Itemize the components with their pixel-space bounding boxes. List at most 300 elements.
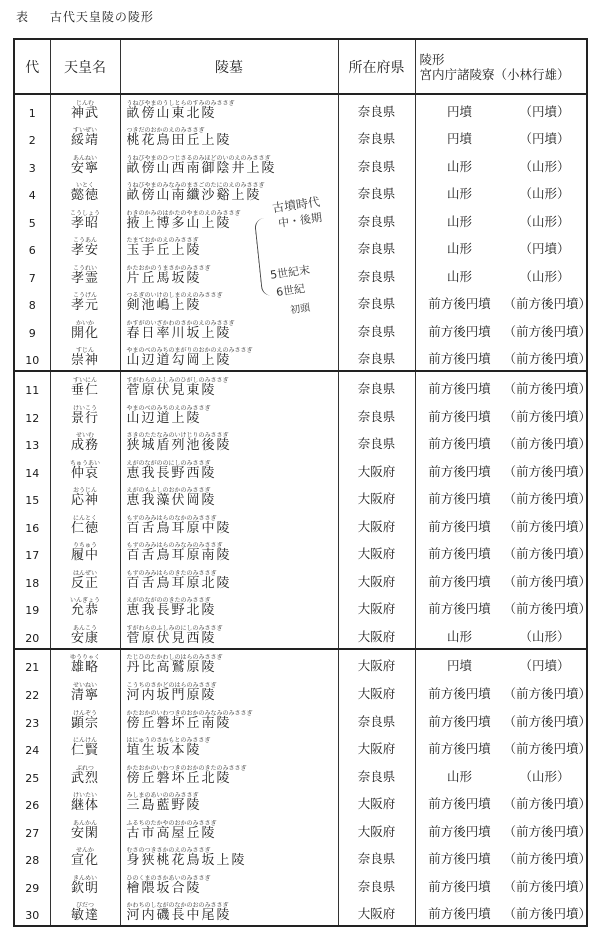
prefecture: 奈良県 <box>338 870 415 898</box>
emperor-number: 15 <box>14 483 50 511</box>
emperor-name-ruby: せいねい <box>72 682 97 690</box>
tomb-cell <box>120 510 338 538</box>
tomb-name: 山辺道上陵 <box>126 410 202 426</box>
shape-kobayashi: （山形） <box>519 158 570 174</box>
emperor-number: 28 <box>14 843 50 871</box>
emperor-number: 6 <box>14 233 50 261</box>
tomb-ruby: もずのみみはらのきたのみささぎ <box>126 569 217 577</box>
shape-imperial: 前方後円墳 <box>428 823 491 839</box>
shape-cell <box>415 343 592 372</box>
tomb-ruby: かすがのいざかわのさかのえのみささぎ <box>126 319 235 327</box>
emperor-number: 30 <box>14 898 50 927</box>
emperor-name-ruby: すじん <box>75 347 94 355</box>
shape-imperial: 前方後円墳 <box>428 351 491 367</box>
emperor-name-ruby: けいたい <box>72 792 97 800</box>
table-row <box>14 288 587 316</box>
tomb-ruby: もずのみみはらのなかのみささぎ <box>126 514 217 522</box>
emperor-number: 13 <box>14 428 50 456</box>
table-row <box>14 260 587 288</box>
shape-imperial: 前方後円墳 <box>428 296 491 312</box>
emperor-name-cell <box>50 260 120 288</box>
emperor-name: 継体 <box>70 798 99 814</box>
emperor-name-ruby: じんむ <box>75 99 94 107</box>
tomb-cell <box>120 843 338 871</box>
emperor-name-ruby: いとく <box>75 182 94 190</box>
shape-cell <box>415 620 587 649</box>
tomb-name: 恵我藻伏岡陵 <box>126 493 217 509</box>
emperor-number: 5 <box>14 205 50 233</box>
emperor-name-cell <box>50 288 120 316</box>
table-body <box>14 94 592 926</box>
table-row <box>14 455 587 483</box>
emperor-name-ruby: ぶれつ <box>76 764 94 772</box>
shape-imperial: 前方後円墳 <box>428 851 491 867</box>
tomb-cell <box>120 483 338 511</box>
emperor-name: 崇神 <box>70 353 99 369</box>
header-row <box>14 39 587 94</box>
shape-cell <box>415 483 592 511</box>
emperor-number: 26 <box>14 788 50 816</box>
header-prefecture: 所在府県 <box>338 39 415 94</box>
tomb-name: 片丘馬坂陵 <box>126 270 202 286</box>
shape-imperial: 前方後円墳 <box>428 796 491 812</box>
emperor-name: 綏靖 <box>70 133 99 149</box>
prefecture: 奈良県 <box>338 205 415 233</box>
handwritten-note: 中・後期 <box>277 210 323 230</box>
emperor-number: 23 <box>14 705 50 733</box>
table-row <box>14 870 587 898</box>
tomb-cell <box>120 428 338 456</box>
shape-kobayashi: （前方後円墳） <box>503 741 592 757</box>
shape-kobayashi: （前方後円墳） <box>503 713 592 729</box>
shape-cell <box>415 428 592 456</box>
emperor-name-cell <box>50 677 120 705</box>
emperor-name-ruby: おうじん <box>72 487 97 495</box>
shape-cell <box>415 510 592 538</box>
table-row <box>14 315 587 343</box>
tomb-cell <box>120 649 338 678</box>
emperor-name-cell <box>50 870 120 898</box>
prefecture: 大阪府 <box>338 677 415 705</box>
emperor-name: 清寧 <box>70 688 99 704</box>
shape-kobayashi: （前方後円墳） <box>503 351 592 367</box>
emperor-name-ruby: りちゅう <box>72 542 97 550</box>
tomb-cell <box>120 371 338 400</box>
tomb-name: 百舌鳥耳原南陵 <box>126 548 232 564</box>
shape-imperial: 前方後円墳 <box>428 381 491 397</box>
emperor-name: 仲哀 <box>70 465 99 481</box>
emperor-name-ruby: あんねい <box>72 154 97 162</box>
shape-cell <box>415 649 587 678</box>
emperor-name-cell <box>50 483 120 511</box>
shape-imperial: 山形 <box>446 186 472 202</box>
emperor-name-ruby: せいむ <box>75 432 94 440</box>
emperor-number: 29 <box>14 870 50 898</box>
shape-cell <box>415 150 587 178</box>
shape-cell <box>415 733 592 761</box>
emperor-name-cell <box>50 538 120 566</box>
emperor-name-ruby: あんこう <box>72 624 97 632</box>
prefecture: 大阪府 <box>338 620 415 649</box>
prefecture: 奈良県 <box>338 94 415 123</box>
emperor-name-ruby: にんけん <box>72 737 97 745</box>
emperor-name-cell <box>50 343 120 372</box>
tomb-cell <box>120 760 338 788</box>
emperor-name: 孝安 <box>70 243 99 259</box>
shape-imperial: 前方後円墳 <box>428 546 491 562</box>
emperor-name: 反正 <box>70 575 99 591</box>
shape-imperial: 円墳 <box>446 131 472 147</box>
shape-kobayashi: （前方後円墳） <box>503 296 592 312</box>
shape-imperial: 山形 <box>446 628 472 644</box>
emperor-name-ruby: こうあん <box>72 237 97 245</box>
header-no: 代 <box>14 39 50 94</box>
emperor-number: 2 <box>14 123 50 151</box>
shape-cell <box>415 898 592 927</box>
emperor-name: 開化 <box>70 325 99 341</box>
prefecture: 大阪府 <box>338 815 415 843</box>
table-row <box>14 538 587 566</box>
emperor-name: 懿徳 <box>70 188 99 204</box>
shape-cell <box>415 123 587 151</box>
emperor-name: 成務 <box>70 438 99 454</box>
shape-kobayashi: （前方後円墳） <box>503 823 592 839</box>
tomb-cell <box>120 150 338 178</box>
emperor-number: 9 <box>14 315 50 343</box>
tomb-ruby: えがのながののきたのみささぎ <box>126 597 211 605</box>
tomb-ruby: かわちのしながのなかのおのみささぎ <box>126 902 229 910</box>
shape-imperial: 前方後円墳 <box>428 601 491 617</box>
emperor-name: 敏達 <box>70 908 99 924</box>
shape-imperial: 山形 <box>446 768 472 784</box>
tomb-ruby: ひのくまのさかあいのみささぎ <box>126 874 211 882</box>
tomb-ruby: かたおかのいわつきのおかのきたのみささぎ <box>126 764 247 772</box>
prefecture: 大阪府 <box>338 788 415 816</box>
emperor-name-ruby: けんぞう <box>72 709 97 717</box>
tomb-name: 身狭桃花鳥坂上陵 <box>126 853 247 869</box>
emperor-name-cell <box>50 593 120 621</box>
emperor-number: 4 <box>14 178 50 206</box>
table-row <box>14 705 587 733</box>
tomb-name: 河内磯長中尾陵 <box>126 908 232 924</box>
shape-kobayashi: （円墳） <box>519 241 570 257</box>
emperor-number: 19 <box>14 593 50 621</box>
emperor-name: 顕宗 <box>70 715 99 731</box>
shape-imperial: 前方後円墳 <box>428 518 491 534</box>
tomb-name: 剣池嶋上陵 <box>126 298 202 314</box>
tomb-ruby: えがのながののにしのみささぎ <box>126 459 211 467</box>
header-tomb: 陵墓 <box>120 39 338 94</box>
table-row <box>14 788 587 816</box>
shape-imperial: 山形 <box>446 241 472 257</box>
header-shape-line1: 陵形 <box>419 51 445 67</box>
tomb-cell <box>120 288 338 316</box>
prefecture: 奈良県 <box>338 843 415 871</box>
shape-imperial: 前方後円墳 <box>428 408 491 424</box>
shape-kobayashi: （前方後円墳） <box>503 436 592 452</box>
tomb-cell <box>120 705 338 733</box>
shape-imperial: 山形 <box>446 268 472 284</box>
shape-kobayashi: （前方後円墳） <box>503 381 592 397</box>
prefecture: 大阪府 <box>338 898 415 927</box>
tomb-ruby: すがわらのふしみのにしのみささぎ <box>126 624 223 632</box>
tomb-ruby: えがのもふしのおかのみささぎ <box>126 487 211 495</box>
emperor-name-cell <box>50 705 120 733</box>
tomb-name: 埴生坂本陵 <box>126 743 202 759</box>
table-row <box>14 483 587 511</box>
tomb-cell <box>120 315 338 343</box>
emperor-name-ruby: せんか <box>75 847 94 855</box>
shape-cell <box>415 260 587 288</box>
prefecture: 奈良県 <box>338 150 415 178</box>
emperor-name-cell <box>50 565 120 593</box>
tomb-name: 菅原伏見西陵 <box>126 630 217 646</box>
emperor-name-ruby: あんかん <box>72 819 97 827</box>
shape-kobayashi: （山形） <box>519 213 570 229</box>
emperor-name: 景行 <box>70 410 99 426</box>
emperor-name-cell <box>50 898 120 927</box>
tomb-name: 傍丘磐坏丘北陵 <box>126 770 232 786</box>
table-row <box>14 649 587 678</box>
tomb-cell <box>120 400 338 428</box>
shape-cell <box>415 94 587 123</box>
shape-kobayashi: （前方後円墳） <box>503 518 592 534</box>
emperor-name-cell <box>50 178 120 206</box>
shape-imperial: 前方後円墳 <box>428 906 491 922</box>
emperor-name-ruby: すいにん <box>72 377 97 385</box>
prefecture: 大阪府 <box>338 565 415 593</box>
tomb-cell <box>120 455 338 483</box>
emperor-name-cell <box>50 733 120 761</box>
table-row <box>14 205 587 233</box>
emperor-name-ruby: けいこう <box>72 404 97 412</box>
tomb-name: 畝傍山南纖沙谿上陵 <box>126 188 262 204</box>
tomb-name: 玉手丘上陵 <box>126 243 202 259</box>
shape-kobayashi: （円墳） <box>519 658 570 674</box>
tomb-ruby: うねびやまのみなみのまさごのたにのえのみささぎ <box>126 182 265 190</box>
emperor-name-cell <box>50 205 120 233</box>
prefecture: 大阪府 <box>338 593 415 621</box>
shape-kobayashi: （前方後円墳） <box>503 796 592 812</box>
shape-imperial: 山形 <box>446 158 472 174</box>
emperor-name: 孝霊 <box>70 270 99 286</box>
handwritten-note: 古墳時代 <box>271 194 321 216</box>
emperor-name: 武烈 <box>70 770 99 786</box>
shape-imperial: 円墳 <box>446 103 472 119</box>
handwritten-note: 6世紀 <box>275 282 306 299</box>
shape-imperial: 前方後円墳 <box>428 491 491 507</box>
emperor-name: 雄略 <box>70 660 99 676</box>
prefecture: 大阪府 <box>338 510 415 538</box>
emperor-number: 24 <box>14 733 50 761</box>
tomb-name: 狭城盾列池後陵 <box>126 438 232 454</box>
table-row <box>14 178 587 206</box>
tomb-name: 三島藍野陵 <box>126 798 202 814</box>
emperor-name-cell <box>50 94 120 123</box>
shape-imperial: 前方後円墳 <box>428 878 491 894</box>
emperor-name: 允恭 <box>70 603 99 619</box>
table-row <box>14 843 587 871</box>
emperor-name: 神武 <box>70 105 99 121</box>
tomb-name: 菅原伏見東陵 <box>126 383 217 399</box>
tomb-name: 恵我長野西陵 <box>126 465 217 481</box>
table-row <box>14 371 587 400</box>
shape-cell <box>415 178 587 206</box>
prefecture: 奈良県 <box>338 178 415 206</box>
tomb-ruby: やまのべのみちのまがりのおかのえのみささぎ <box>126 347 253 355</box>
shape-kobayashi: （前方後円墳） <box>503 906 592 922</box>
table-row <box>14 233 587 261</box>
tomb-ruby: すがわらのふしみのひがしのみささぎ <box>126 377 229 385</box>
shape-kobayashi: （前方後円墳） <box>503 851 592 867</box>
prefecture: 奈良県 <box>338 315 415 343</box>
shape-cell <box>415 760 587 788</box>
emperor-name-ruby: かいか <box>75 319 94 327</box>
tomb-ruby: かたおかのいわつきのおかのみなみのみささぎ <box>126 709 253 717</box>
tomb-ruby: うねびやまのひつじさるのみほどのいのえのみささぎ <box>126 154 271 162</box>
emperor-name: 孝元 <box>70 298 99 314</box>
emperor-name-cell <box>50 315 120 343</box>
header-shape-line2: 宮内庁諸陵寮（小林行雄） <box>419 66 570 82</box>
prefecture: 奈良県 <box>338 371 415 400</box>
tomb-ruby: もずのみみはらのみなみのみささぎ <box>126 542 223 550</box>
emperor-name-ruby: はんぜい <box>72 569 97 577</box>
caption-label: 表 <box>16 10 30 24</box>
emperor-name: 安寧 <box>70 160 99 176</box>
table-row <box>14 677 587 705</box>
tomb-ruby: かたおかのうまさかのみささぎ <box>126 264 211 272</box>
tomb-ruby: みしまのあいののみささぎ <box>126 792 199 800</box>
emperor-name-ruby: びだつ <box>75 902 94 910</box>
tomb-name: 檜隈坂合陵 <box>126 880 202 896</box>
emperor-number: 21 <box>14 649 50 678</box>
tomb-cell <box>120 178 338 206</box>
tomb-ruby: たじひのたかわしのはらのみささぎ <box>126 654 223 662</box>
header-emperor: 天皇名 <box>50 39 120 94</box>
shape-cell <box>415 677 592 705</box>
table-row <box>14 428 587 456</box>
table-row <box>14 123 587 151</box>
prefecture: 奈良県 <box>338 123 415 151</box>
shape-imperial: 前方後円墳 <box>428 573 491 589</box>
shape-cell <box>415 870 592 898</box>
tomb-ruby: うねびやまのうしとらのすみのみささぎ <box>126 99 235 107</box>
emperor-name: 宣化 <box>70 853 99 869</box>
shape-kobayashi: （前方後円墳） <box>503 573 592 589</box>
emperor-name: 安閑 <box>70 825 99 841</box>
tomb-ruby: やまのべのみちのえのみささぎ <box>126 404 211 412</box>
caption-title: 古代天皇陵の陵形 <box>49 10 154 24</box>
tomb-name: 河内坂門原陵 <box>126 688 217 704</box>
shape-kobayashi: （山形） <box>519 768 570 784</box>
table-row <box>14 898 587 927</box>
tomb-name: 恵我長野北陵 <box>126 603 217 619</box>
tomb-cell <box>120 233 338 261</box>
emperor-name-ruby: こうしょう <box>69 209 100 217</box>
shape-kobayashi: （前方後円墳） <box>503 878 592 894</box>
shape-kobayashi: （前方後円墳） <box>503 546 592 562</box>
tomb-ruby: わきのかみのはかたのやまのえのみささぎ <box>126 209 241 217</box>
emperor-name-ruby: きんめい <box>72 874 97 882</box>
tomb-name: 山辺道勾岡上陵 <box>126 353 232 369</box>
emperor-number: 22 <box>14 677 50 705</box>
prefecture: 奈良県 <box>338 260 415 288</box>
emperor-name-cell <box>50 428 120 456</box>
shape-cell <box>415 593 592 621</box>
tomb-cell <box>120 870 338 898</box>
tomb-ruby: ふるちのたかやのおかのみささぎ <box>126 819 217 827</box>
prefecture: 大阪府 <box>338 733 415 761</box>
shape-cell <box>415 371 592 400</box>
shape-cell <box>415 705 592 733</box>
shape-kobayashi: （山形） <box>519 268 570 284</box>
tomb-name: 畝傍山東北陵 <box>126 105 217 121</box>
tomb-cell <box>120 733 338 761</box>
table-row <box>14 343 587 372</box>
prefecture: 奈良県 <box>338 288 415 316</box>
tomb-ruby: はにゅうのさかもとのみささぎ <box>126 737 211 745</box>
prefecture: 奈良県 <box>338 400 415 428</box>
tomb-name: 丹比高鷲原陵 <box>126 660 217 676</box>
emperor-name: 応神 <box>70 493 99 509</box>
header-shape <box>415 39 587 94</box>
emperor-tomb-table <box>13 38 592 927</box>
table-row <box>14 593 587 621</box>
table-row <box>14 150 587 178</box>
tomb-name: 掖上博多山上陵 <box>126 215 232 231</box>
shape-cell <box>415 205 587 233</box>
emperor-name-ruby: こうれい <box>72 264 97 272</box>
table-row <box>14 620 587 649</box>
emperor-number: 1 <box>14 94 50 123</box>
tomb-name: 畝傍山西南御陰井上陵 <box>126 160 277 176</box>
shape-cell <box>415 788 592 816</box>
tomb-name: 春日率川坂上陵 <box>126 325 232 341</box>
table-row <box>14 94 587 123</box>
tomb-cell <box>120 260 338 288</box>
shape-imperial: 前方後円墳 <box>428 741 491 757</box>
prefecture: 大阪府 <box>338 455 415 483</box>
emperor-number: 17 <box>14 538 50 566</box>
prefecture: 大阪府 <box>338 538 415 566</box>
emperor-name-cell <box>50 400 120 428</box>
emperor-number: 14 <box>14 455 50 483</box>
emperor-number: 11 <box>14 371 50 400</box>
table-row <box>14 400 587 428</box>
tomb-cell <box>120 898 338 927</box>
tomb-name: 百舌鳥耳原中陵 <box>126 520 232 536</box>
shape-imperial: 前方後円墳 <box>428 436 491 452</box>
emperor-name: 孝昭 <box>70 215 99 231</box>
tomb-cell <box>120 343 338 372</box>
emperor-number: 7 <box>14 260 50 288</box>
tomb-cell <box>120 815 338 843</box>
emperor-name-cell <box>50 843 120 871</box>
emperor-name: 垂仁 <box>70 383 99 399</box>
tomb-ruby: たまておかのえのみささぎ <box>126 237 199 245</box>
emperor-name-cell <box>50 788 120 816</box>
tomb-name: 桃花鳥田丘上陵 <box>126 133 232 149</box>
shape-kobayashi: （前方後円墳） <box>503 408 592 424</box>
tomb-name: 百舌鳥耳原北陵 <box>126 575 232 591</box>
prefecture: 奈良県 <box>338 343 415 372</box>
emperor-name-ruby: こうげん <box>72 292 97 300</box>
tomb-cell <box>120 620 338 649</box>
table-row <box>14 760 587 788</box>
tomb-ruby: つきだのおかのえのみささぎ <box>126 127 205 135</box>
emperor-name-cell <box>50 233 120 261</box>
table-row <box>14 733 587 761</box>
